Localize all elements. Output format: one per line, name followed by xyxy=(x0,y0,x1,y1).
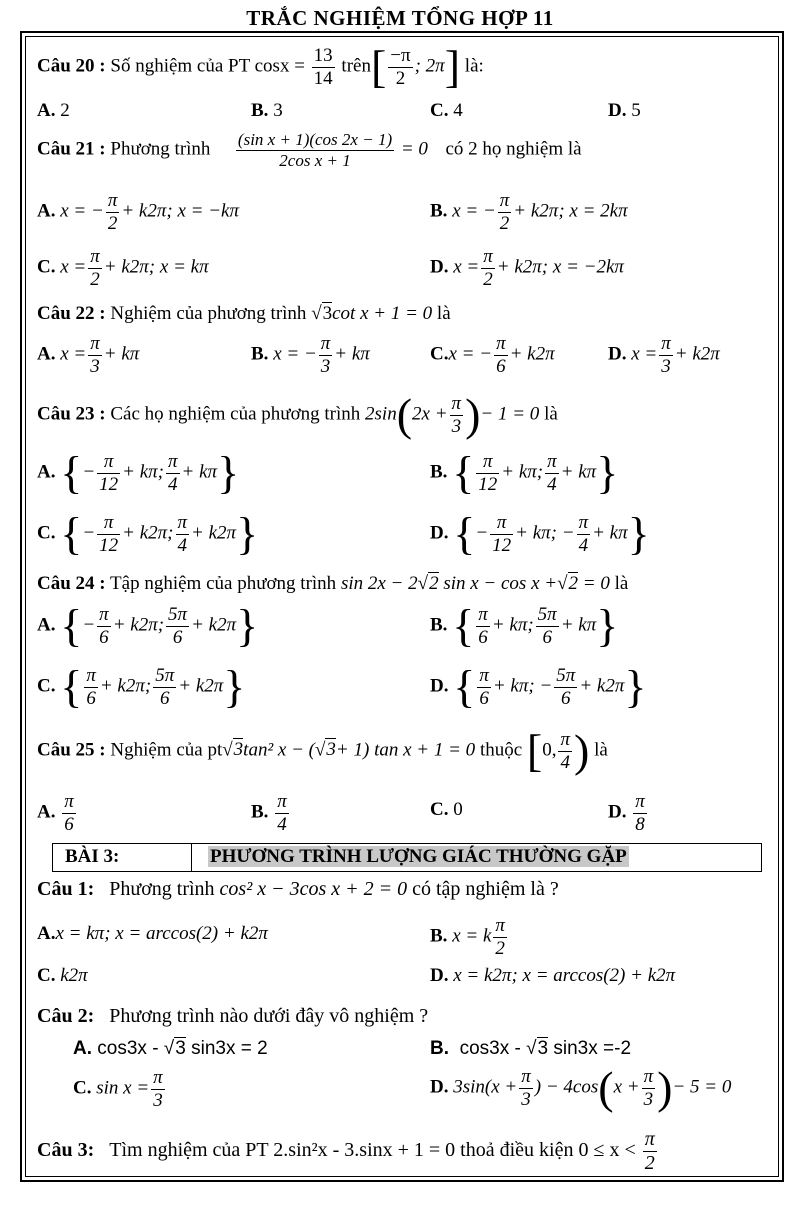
question-25: Câu 25 : Nghiệm của pt√3tan² x − (√3+ 1) tan x + 1 = 0 thuộc [0, $\frac{\pi}{4}$ ) là xyxy=(37,725,608,776)
question-21: Câu 21 : Phương trình $\frac{\text{(sin x + 1)(cos 2x − 1)}}{\text{2cos x + 1}}$ = 0 có 2 họ nghiệm là xyxy=(37,130,582,170)
question-label: Câu 22 : xyxy=(37,303,106,324)
fraction: $\frac{-\pi}{2}$ xyxy=(390,44,411,89)
option-b: B. { $\frac{\pi}{12}$ + kπ; $\frac{\pi}{4}$ + kπ} xyxy=(430,447,619,498)
option-b: B. x = − $\frac{\pi}{3}$ + kπ xyxy=(251,333,370,377)
option-b: B. { $\frac{\pi}{6}$ + kπ; $\frac{5\pi}{6}$ + kπ} xyxy=(430,600,619,651)
question-text: là xyxy=(544,403,558,425)
option-a: A. {− $\frac{\pi}{6}$ + k2π; $\frac{5\pi}{6}$ + k2π} xyxy=(37,600,259,651)
question-22: Câu 22 : Nghiệm của phương trình √3cot x + 1 = 0 là xyxy=(37,303,451,324)
question-text: có 2 họ nghiệm là xyxy=(445,138,582,160)
option-d: D. 3sin(x + $\frac{\pi}{3}$ ) − 4cos(x + $\frac{\pi}{3}$ )− 5 = 0 xyxy=(430,1062,732,1113)
question-label: Câu 20 : xyxy=(37,55,106,77)
question-text: là xyxy=(594,739,608,761)
question-text: có tập nghiệm là ? xyxy=(412,878,559,900)
option-a: A. {− $\frac{\pi}{12}$ + kπ; $\frac{\pi}{4}$ + kπ} xyxy=(37,447,240,498)
question-text: Phương trình xyxy=(110,138,211,160)
question-text: là xyxy=(436,303,451,324)
question-text: là xyxy=(614,573,629,594)
option-b: B. $\frac{\pi}{4}$ xyxy=(251,791,287,835)
option-a: A. cos3x - √3 sin3x = 2 xyxy=(73,1038,268,1059)
question-label: Câu 1: xyxy=(37,878,95,900)
question-text: Phương trình xyxy=(109,878,215,900)
question-label: Câu 2: xyxy=(37,1005,95,1027)
question-text: là: xyxy=(464,55,484,77)
question-text: Nghiệm của pt xyxy=(110,739,223,761)
page-title: TRẮC NGHIỆM TỔNG HỢP 11 xyxy=(246,6,554,30)
option-b: B. 3 xyxy=(251,100,283,121)
question-text: thuộc xyxy=(479,739,523,761)
question-20: Câu 20 : Số nghiệm của PT cosx = $\frac{13}{14}$ trên[ $\frac{-\pi}{2}$ ; 2π] là: xyxy=(37,41,484,92)
section-code: BÀI 3: xyxy=(53,844,192,871)
question-text: Số nghiệm của PT cosx = xyxy=(110,55,305,77)
question-3: Câu 3: Tìm nghiệm của PT 2.sin²x - 3.sinx + 1 = 0 thoả điều kiện 0 ≤ x < $\frac{\pi}{2}$ xyxy=(37,1128,655,1174)
question-2 xyxy=(37,1005,428,1028)
question-1: Câu 1: Phương trình cos² x − 3cos x + 2 = 0 có tập nghiệm là ? xyxy=(37,878,559,900)
option-c: C. 0 xyxy=(430,799,463,820)
option-c: C. k2π xyxy=(37,965,88,986)
question-text: Nghiệm của phương trình xyxy=(110,303,307,324)
question-text: Tập nghiệm của phương trình xyxy=(110,573,337,594)
fraction: $\frac{13}{14}$ xyxy=(313,44,333,89)
option-a: A. x = − $\frac{\pi}{2}$ + k2π; x = −kπ xyxy=(37,190,239,234)
option-c: C.x = − $\frac{\pi}{6}$ + k2π xyxy=(430,333,555,377)
question-label: Câu 23 : xyxy=(37,403,106,425)
option-c: C. { $\frac{\pi}{6}$ + k2π; $\frac{5\pi}{6}$ + k2π} xyxy=(37,661,246,712)
option-d: D. $\frac{\pi}{8}$ xyxy=(608,791,645,835)
question-label: Câu 21 : xyxy=(37,138,106,160)
option-d: D. x = $\frac{\pi}{3}$ + k2π xyxy=(608,333,720,377)
question-label: Câu 3: xyxy=(37,1139,95,1162)
option-a: A.x = kπ; x = arccos(2) + k2π xyxy=(37,923,268,944)
option-a: A. 2 xyxy=(37,100,70,121)
option-b: B. x = − $\frac{\pi}{2}$ + k2π; x = 2kπ xyxy=(430,190,628,234)
option-a: A. x = $\frac{\pi}{3}$ + kπ xyxy=(37,333,140,377)
option-b: B. cos3x - √3 sin3x =-2 xyxy=(430,1038,632,1059)
option-c: C. 4 xyxy=(430,100,463,121)
option-d: D. x = $\frac{\pi}{2}$ + k2π; x = −2kπ xyxy=(430,246,624,290)
question-text: Phương trình nào dưới đây vô nghiệm ? xyxy=(109,1005,429,1027)
question-label: Câu 24 : xyxy=(37,573,106,594)
option-c: C. x = $\frac{\pi}{2}$ + k2π; x = kπ xyxy=(37,246,209,290)
question-text: Tìm nghiệm của PT 2.sin²x - 3.sinx + 1 = 0 thoả điều kiện 0 ≤ x < xyxy=(109,1139,636,1162)
option-d: D. x = k2π; x = arccos(2) + k2π xyxy=(430,965,676,986)
option-c: C. {− $\frac{\pi}{12}$ + k2π; $\frac{\pi}{4}$ + k2π} xyxy=(37,508,259,559)
question-24: Câu 24 : Tập nghiệm của phương trình sin 2x − 2√2 sin x − cos x +√2 = 0 là xyxy=(37,573,629,594)
question-text: trên xyxy=(341,55,371,77)
question-text: Các họ nghiệm của phương trình xyxy=(110,403,361,425)
option-d: D. { $\frac{\pi}{6}$ + kπ; − $\frac{5\pi}{6}$ + k2π} xyxy=(430,661,647,712)
option-a: A. $\frac{\pi}{6}$ xyxy=(37,791,74,835)
fraction: $\frac{\text{(sin x + 1)(cos 2x − 1)}}{\text{2cos x + 1}}$ xyxy=(237,130,393,170)
option-c: C. sin x = $\frac{\pi}{3}$ xyxy=(73,1067,163,1111)
option-d: D. 5 xyxy=(608,100,641,121)
section-title: PHƯƠNG TRÌNH LƯỢNG GIÁC THƯỜNG GẶP xyxy=(210,846,627,867)
option-d: D. {− $\frac{\pi}{12}$ + kπ; − $\frac{\pi}{4}$ + kπ} xyxy=(430,508,650,559)
question-23: Câu 23 : Các họ nghiệm của phương trình 2sin(2x + $\frac{\pi}{3}$ )− 1 = 0 là xyxy=(37,389,558,440)
section-header xyxy=(52,843,762,872)
option-b: B. x = k $\frac{\pi}{2}$ xyxy=(430,915,505,959)
question-label: Câu 25 : xyxy=(37,739,106,761)
